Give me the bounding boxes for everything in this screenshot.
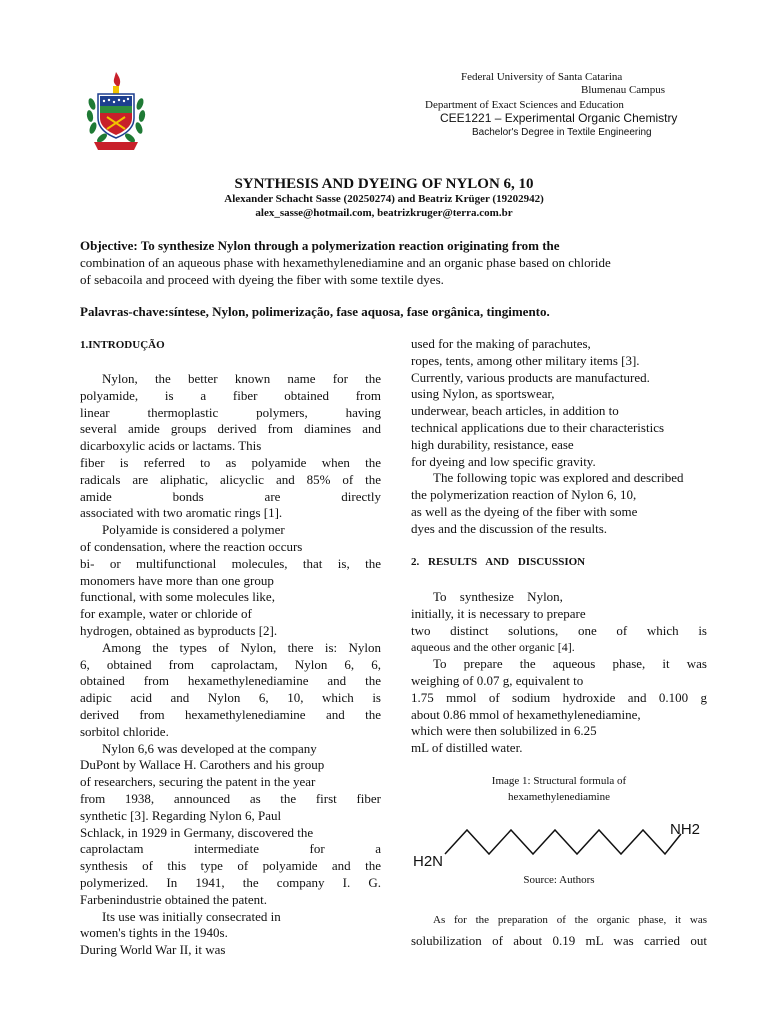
section-heading-introduction: 1.INTRODUÇÃO <box>80 339 165 351</box>
text-line: derived from hexamethylenediamine and the <box>80 706 381 722</box>
text-line: obtained from hexamethylenediamine and the <box>80 673 381 689</box>
text-line: of researchers, securing the patent in the year <box>80 774 316 790</box>
text-line: initially, it is necessary to prepare <box>411 605 586 621</box>
objective-line: of sebacoila and proceed with dyeing the fiber with some textile dyes. <box>80 272 444 287</box>
text-line: underwear, beach articles, in addition to <box>411 403 619 419</box>
author-emails: alex_sasse@hotmail.com, beatrizkruger@terra.com.br <box>255 207 513 219</box>
text-line: sorbitol chloride. <box>80 723 169 739</box>
university-name: Federal University of Santa Catarina <box>461 71 623 83</box>
text-line: polymerized. In 1941, the company I. G. <box>80 874 381 890</box>
text-line: Currently, various products are manufactured. <box>411 369 650 385</box>
figure-caption-line: hexamethylenediamine <box>507 791 610 803</box>
text-line: high durability, resistance, ease <box>411 436 574 452</box>
text-line: of condensation, where the reaction occurs <box>80 538 303 554</box>
text-line: monomers have more than one group <box>80 572 274 588</box>
text-line: As for the preparation of the organic phase, it was <box>433 914 707 926</box>
text-line: amide bonds are directly <box>80 488 381 504</box>
text-line: ropes, tents, among other military items [3]. <box>411 352 640 368</box>
figure-source: Source: Authors <box>523 874 595 886</box>
campus-name: Blumenau Campus <box>581 84 666 96</box>
text-line: used for the making of parachutes, <box>411 336 591 351</box>
text-line: Nylon 6,6 was developed at the company <box>102 740 317 756</box>
text-line: Schlack, in 1929 in Germany, discovered the <box>80 824 314 840</box>
text-line: dicarboxylic acids or lactams. This <box>80 438 262 454</box>
text-line: two distinct solutions, one of which is <box>411 622 707 638</box>
text-line: adipic acid and Nylon 6, 10, which is <box>80 690 381 706</box>
text-line: radicals are aliphatic, alicyclic and 85% of the <box>80 471 381 487</box>
text-line: weighing of 0.07 g, equivalent to <box>411 672 584 688</box>
figure-caption <box>411 773 707 805</box>
section-heading-results: 2. RESULTS AND DISCUSSION <box>411 556 586 568</box>
text-line: aqueous and the other organic [4]. <box>411 640 575 655</box>
text-line: linear thermoplastic polymers, having <box>80 404 381 420</box>
objective-paragraph <box>80 237 690 288</box>
course-name: CEE1221 – Experimental Organic Chemistry <box>440 111 678 125</box>
text-line: several amide groups derived from diamines and <box>80 421 381 437</box>
text-line: functional, with some molecules like, <box>80 589 275 605</box>
paper-title: SYNTHESIS AND DYEING OF NYLON 6, 10 <box>234 176 534 192</box>
text-line: for dyeing and low specific gravity. <box>411 453 596 469</box>
text-line: using Nylon, as sportswear, <box>411 386 555 402</box>
text-line: During World War II, it was <box>80 942 226 958</box>
text-line: 1.75 mmol of sodium hydroxide and 0.100 g <box>411 689 707 705</box>
text-line: fiber is referred to as polyamide when the <box>80 454 381 470</box>
paper-authors: Alexander Schacht Sasse (20250274) and Beatriz Krüger (19202942) <box>224 193 544 205</box>
text-line: caprolactam intermediate for a <box>80 841 381 857</box>
introduction-text <box>80 371 381 959</box>
text-line: dyes and the discussion of the results. <box>411 520 608 536</box>
text-line: women's tights in the 1940s. <box>80 925 228 941</box>
objective-line: combination of an aqueous phase with hexamethylenediamine and an organic phase based on chloride <box>80 255 611 270</box>
text-line: bi- or multifunctional molecules, that is, the <box>80 555 381 571</box>
department-name: Department of Exact Sciences and Education <box>425 99 624 111</box>
amine-left-label: H2N <box>413 853 444 870</box>
text-line: DuPont by Wallace H. Carothers and his group <box>80 757 325 773</box>
introduction-continued <box>411 336 707 538</box>
text-line: Farbenindustrie obtained the patent. <box>80 891 268 907</box>
text-line: synthesis of this type of polyamide and the <box>80 858 381 874</box>
text-line: solubilization of about 0.19 mL was carried out <box>411 933 707 948</box>
text-line: Nylon, the better known name for the <box>102 371 381 386</box>
text-line: Its use was initially consecrated in <box>102 908 281 924</box>
text-line: 6, obtained from caprolactam, Nylon 6, 6, <box>80 656 381 672</box>
text-line: which were then solubilized in 6.25 <box>411 723 597 739</box>
text-line: associated with two aromatic rings [1]. <box>80 505 283 521</box>
text-line: from 1938, announced as the first fiber <box>80 790 381 806</box>
amine-right-label: NH2 <box>670 821 701 838</box>
text-line: as well as the dyeing of the fiber with some <box>411 503 638 519</box>
text-line: To prepare the aqueous phase, it was <box>433 656 707 672</box>
text-line: technical applications due to their characteristics <box>411 419 665 435</box>
text-line: Polyamide is considered a polymer <box>102 522 285 538</box>
results-text <box>411 589 707 757</box>
text-line: for example, water or chloride of <box>80 606 252 622</box>
text-line: about 0.86 mmol of hexamethylenediamine, <box>411 706 641 722</box>
text-line: hydrogen, obtained as byproducts [2]. <box>80 622 278 638</box>
keywords: Palavras-chave:síntese, Nylon, polimerização, fase aquosa, fase orgânica, tingimento. <box>80 304 550 319</box>
figure-caption-line: Image 1: Structural formula of <box>491 775 627 787</box>
university-logo <box>80 70 152 154</box>
degree-name: Bachelor's Degree in Textile Engineering <box>472 127 652 138</box>
text-line: Among the types of Nylon, there is: Nylon <box>102 639 381 655</box>
text-line: synthetic [3]. Regarding Nylon 6, Paul <box>80 807 282 823</box>
text-line: To synthesize Nylon, <box>433 589 563 604</box>
text-line: The following topic was explored and described <box>433 470 684 486</box>
text-line: the polymerization reaction of Nylon 6, 10, <box>411 487 637 503</box>
text-line: polyamide, is a fiber obtained from <box>80 387 381 403</box>
text-line: mL of distilled water. <box>411 740 523 756</box>
hexamethylenediamine-structure <box>411 810 711 880</box>
objective-label: Objective: To synthesize Nylon through a polymerization reaction originating from the <box>80 238 560 253</box>
